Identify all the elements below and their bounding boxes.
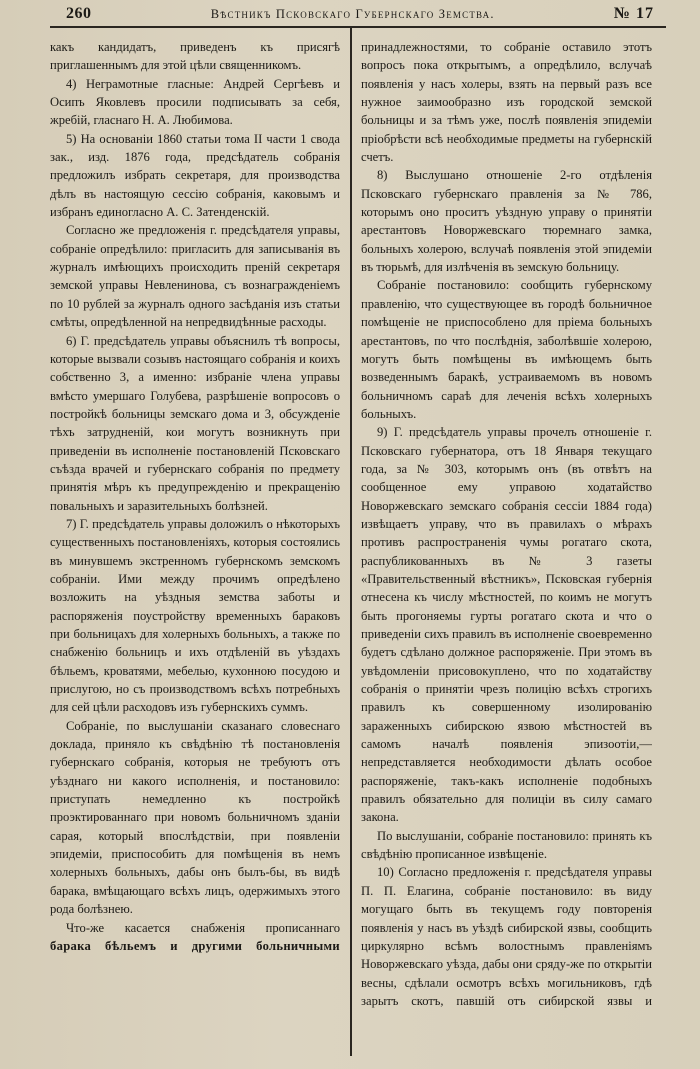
page-number: 260 [66, 5, 92, 22]
left-column [50, 38, 350, 1056]
paragraph: 5) На основанiи 1860 статьи тома II части 1 свода зак., изд. 1876 года, предсѣдатель собранiя предложилъ избрать секретаря, для производства дѣлъ въ настоящую сессiю собранiя, каковымъ и избранъ единогласно А. С. Затенденскiй. [50, 131, 340, 220]
page-header [50, 2, 666, 28]
paragraph: 10) Согласно предложенiя г. предсѣдателя управы П. П. Елагина, собранiе постановило: въ виду могущаго быть въ текущемъ году повторенiя появленiя у насъ въ уѣздѣ сибирской язвы, сообщить циркулярно всѣмъ волостнымъ правленiямъ Новоржевскаго уѣзда, дабы они сряду-же по открытiи весны, сдѣлали осмотръ всѣхъ могильниковъ, гдѣ зарытъ скотъ, павшiй отъ сибирской язвы и [361, 865, 652, 1008]
paragraph: принадлежностями, то собранiе оставило этотъ вопросъ пока открытымъ, а опредѣлило, вслучаѣ появленiя у насъ холеры, взять на первый разъ все нужное заимообразно изъ городской земской больницы и за тѣмъ уже, послѣ появленiя эпидемiи прiобрѣсти всѣ необходимые предметы на губернскiй счетъ. [361, 40, 652, 165]
issue-number: № 17 [613, 5, 654, 22]
paragraph: 4) Неграмотные гласные: Андрей Сергѣевъ и Осипъ Яковлевъ просили подписывать за себя, жребiй, гласнаго Н. А. Любимова. [50, 76, 340, 128]
right-column [352, 38, 652, 1056]
paragraph: Собранiе постановило: сообщить губернскому правленiю, что существующее въ городѣ больничное помѣщенiе не приспособлено для прiема больныхъ арестантовъ, по что послѣднiя, заболѣвшiе холерою, могутъ быть помѣщены въ имѣющемъ быть возведеннымъ баракѣ, устраиваемомъ въ новомъ больничномъ сараѣ для леченiя всѣхъ холерныхъ больныхъ. [361, 278, 652, 421]
paragraph: 9) Г. предсѣдатель управы прочелъ отношенiе г. Псковскаго губернатора, отъ 18 Января текущаго года, за № 303, которымъ онъ (въ отвѣтъ на сообщенное ему управою ходатайство Новоржевскаго земскаго собранiя сессiи 1884 года) извѣщаетъ управу, что въ правилахъ о мѣрахъ противъ распространенiя чумы рогатаго скота, распубликованныхъ въ № 3 газеты «Правительственный вѣстникъ», Псковская губернiя отнесена къ числу мѣстностей, по коимъ не могутъ быть прогоняемы гурты рогатаго скота и что о приведенiи сихъ правилъ въ исполненiе своевременно будетъ сдѣлано должное распоряженiе. При этомъ въ увѣдомленiи присовокуплено, что по ходатайству собранiя о принятiи чрезъ полицiю всѣхъ строгихъ правилъ къ совершенному изолированiю зараженныхъ сибирскою язвою мѣстностей въ самомъ началѣ появленiя эпизоотiи,—непредставляется необходимости дѣлать особое распоряженiе, такъ-какъ исполненiе подобныхъ правилъ обязательно для полицiи въ силу самаго закона. [361, 425, 652, 825]
journal-title: Вѣстникъ Псковскаго Губернскаго Земства. [210, 7, 495, 21]
text-columns [50, 38, 666, 1056]
paragraph: 8) Выслушано отношенiе 2-го отдѣленiя Псковскаго губернскаго правленiя за № 786, которымъ оно проситъ уѣздную управу о принятiи арестантовъ Новоржевскаго тюремнаго замка, больныхъ холерою, вслучаѣ появленiя этой эпидемiи въ тюрьмѣ, для излѣченiя въ земскую больницу. [361, 168, 652, 275]
paragraph: 6) Г. предсѣдатель управы объяснилъ тѣ вопросы, которые вызвали созывъ настоящаго собранiя и коихъ собственно 3, а именно: избранiе члена управы вмѣсто умершаго Голубева, разрѣшенiе вопросовъ о постройкѣ больницы земскаго дома и 3, обсужденiе тѣхъ затрудненiй, кои могутъ возникнуть при приведенiи въ исполненiе постановленiй Псковскаго съѣзда врачей и губернскаго собранiя по предмету принятiя мѣръ къ предупрежденiю и прекращенiю повальныхъ и заразительныхъ болѣзней. [50, 333, 340, 513]
paragraph: Что-же касается снабженiя прописаннаго [66, 920, 340, 935]
paragraph: 7) Г. предсѣдатель управы доложилъ о нѣкоторыхъ существенныхъ постановленiяхъ, которыя состоялись въ минувшемъ экстренномъ губернскомъ земскомъ собранiи. Ими между прочимъ опредѣлено возложить на уѣздныя земства заботы и распоряженiя поустройству временныхъ бараковъ при больницахъ для холерныхъ больныхъ, а также по снабженiю больницъ и ихъ отдѣленiй въ уѣздахъ бѣльемъ, кроватями, мебелью, кухонною посудою и прислугою, но съ производствомъ всѣхъ потребныхъ для сей цѣли расходовъ изъ губернскихъ суммъ. [50, 516, 340, 715]
paragraph: Собранiе, по выслушанiи сказанаго словеснаго доклада, приняло къ свѣдѣнiю тѣ постановленiя губернскаго собранiя, которыя не требуютъ отъ уѣзднаго ни какого исполненiя, и постановило: приступать немедленно къ постройкѣ проэктированнаго при новомъ больничномъ зданiи сарая, который впослѣдствiи, при появленiи эпидемiи, приспособить для помѣщенiя въ немъ холерныхъ больныхъ, дабы онъ былъ-бы, въ видѣ барака, вмѣщающаго всѣхъ лицъ, одержимыхъ этого рода болѣзнею. [50, 718, 340, 917]
paragraph: барака бѣльемъ и другими больничными [50, 938, 340, 953]
paragraph: Согласно же предложенiя г. предсѣдателя управы, собранiе опредѣлило: пригласить для записыванiя въ журналъ имѣющихъ происходить пренiй секретаря земской управы Невленинова, съ вознагражденiемъ по 10 рублей за журналъ одного засѣданiя изъ статьи смѣты, опредѣленной на непредвидѣнные расходы. [50, 223, 340, 330]
paragraph: По выслушанiи, собранiе постановило: принять къ свѣдѣнiю прописанное извѣщенiе. [361, 828, 652, 862]
paragraph: какъ кандидатъ, приведенъ къ присягѣ приглашеннымъ для этой цѣли священникомъ. [50, 40, 340, 73]
